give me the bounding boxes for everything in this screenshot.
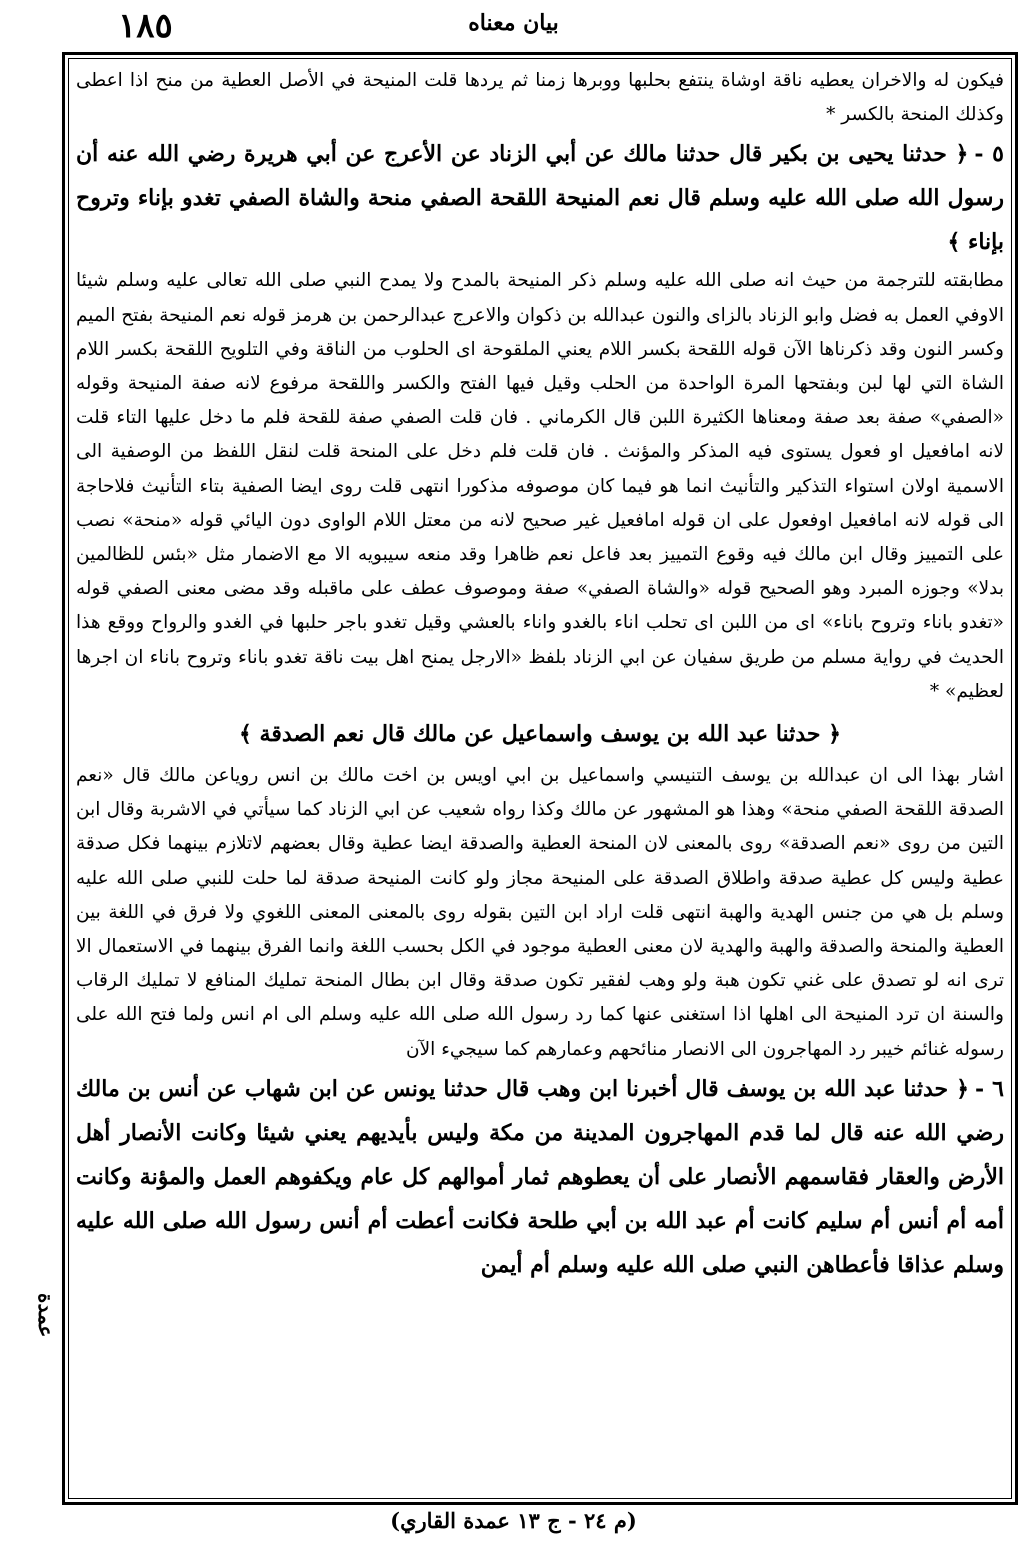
commentary-paragraph: فيكون له والاخران يعطيه ناقة اوشاة ينتفع بحلبها ووبرها زمنا ثم يردها قلت المنيحة في الأصل العطية من منح اذا اعطى وكذلك المنحة بالكسر *: [76, 70, 1004, 126]
margin-note: عمدة: [34, 1292, 58, 1338]
commentary-paragraph: مطابقته للترجمة من حيث انه صلى الله عليه وسلم ذكر المنيحة بالمدح ولا يمدح النبي صلى الله تعالى عليه وسلم شيئا الاوفي العمل به فضل وابو الزناد بالزاى والنون عبدالله بن ذكوان والاعرج عبدالرحمن بن هرمز قوله نعم المنيحة بفتح الميم وكسر النون وقد ذكرناها الآن قوله اللقحة بكسر اللام يعني الملقوحة اى الحلوب من الناقة وفي التلويح اللقحة بكسر اللام الشاة التي لها لبن وبفتحها المرة الواحدة من الحلب وقيل فيها الفتح والكسر واللقحة مرفوع لانه صفة المنيحة وقوله «الصفي» صفة بعد صفة ومعناها الكثيرة اللبن قال الكرماني . فان قلت الصفي صفة للقحة فلم ما دخل عليها التاء قلت لانه امافعيل او فعول يستوى فيه المذكر والمؤنث . فان قلت فلم دخل على المنحة قلت لنقل اللفظ من الوصفية الى الاسمية اولان استواء التذكير والتأنيث انما هو فيما كان موصوفه مذكورا انتهى قلت روى ايضا الصفية بتاء التأنيث فلاحاجة الى قوله لانه امافعيل اوفعول على ان قوله امافعيل غير صحيح لانه من معتل اللام الواوى دون اليائي قوله «منحة» نصب على التمييز وقال ابن مالك فيه وقوع التمييز بعد فاعل نعم ظاهرا وقد منعه سيبويه الا مع الاضمار مثل «بئس للظالمين بدلا» وجوزه المبرد وهو الصحيح قوله «والشاة الصفي» صفة وموصوف عطف على ماقبله وقد مضى معنى الصفي قوله «تغدو باناء وتروح باناء» اى من اللبن اى تحلب اناء بالغدو واناء بالعشي وقيل تغدو باجر حلبها في الغدو والرواح ووقع هذا الحديث في رواية مسلم من طريق سفيان عن ابي الزناد بلفظ «الارجل يمنح اهل بيت ناقة تغدو باناء وتروح باناء ان اجرها لعظيم» *: [76, 270, 1004, 702]
hadith-text: ﴿ حدثنا عبد الله بن يوسف قال أخبرنا ابن وهب قال حدثنا يونس عن ابن شهاب عن أنس بن مالك رضي الله عنه قال لما قدم المهاجرون المدينة من مكة وليس بأيديهم يعني شيئا وكانت الأنصار أهل الأرض والعقار فقاسمهم الأنصار على أن يعطوهم ثمار أموالهم كل عام ويكفوهم العمل والمؤنة وكانت أمه أم أنس أم سليم كانت أم عبد الله بن أبي طلحة فكانت أعطت أم أنس رسول الله صلى الله عليه وسلم عذاقا فأعطاهن النبي صلى الله عليه وسلم أم أيمن: [76, 1075, 1004, 1278]
commentary-paragraph: اشار بهذا الى ان عبدالله بن يوسف التنيسي واسماعيل بن ابي اويس بن اخت مالك بن انس روياعن مالك قال «نعم الصدقة اللقحة الصفي منحة» وهذا هو المشهور عن مالك وكذا رواه شعيب عن ابي الزناد كما سيأتي في الاشربة وقال ابن التين من روى «نعم الصدقة» روى بالمعنى لان المنحة العطية والصدقة ايضا عطية وقال بعضهم لاتلازم بينهما فكل صدقة عطية وليس كل عطية صدقة واطلاق الصدقة على المنيحة مجاز ولو كانت المنيحة صدقة لما حلت للنبي صلى الله عليه وسلم بل هي من جنس الهدية والهبة انتهى قلت اراد ابن التين بقوله روى بالمعنى المعنى اللغوي ولا فرق في اللغة بين العطية والمنحة والصدقة والهبة والهدية لان معنى العطية موجود في الكل بحسب اللغة وانما الفرق بينهما في الاستعمال الا ترى انه لو تصدق على غني تكون هبة ولو وهب لفقير تكون صدقة وقال ابن بطال المنحة تمليك المنافع لا تمليك الرقاب والسنة ان ترد المنيحة الى اهلها اذا استغنى عنها كما رد رسول الله صلى الله عليه وسلم الى ام انس ولما فتح الله على رسوله غنائم خيبر رد المهاجرون الى الانصار منائحهم وعمارهم كما سيجيء الآن: [76, 765, 1004, 1060]
hadith-number: ٥ -: [974, 141, 1004, 168]
page-content: [76, 64, 1004, 1494]
hadith-paragraph: [76, 132, 1004, 264]
hadith-text: ﴿ حدثنا يحيى بن بكير قال حدثنا مالك عن أبي الزناد عن الأعرج عن أبي هريرة رضي الله عنه أن رسول الله صلى الله عليه وسلم قال نعم المنيحة اللقحة الصفي منحة والشاة الصفي تغدو بإناء وتروح بإناء ﴾: [76, 141, 1004, 256]
hadith-heading: ﴿ حدثنا عبد الله بن يوسف واسماعيل عن مالك قال نعم الصدقة ﴾: [238, 721, 842, 748]
hadith-paragraph: [76, 1067, 1004, 1287]
footer-signature: (م ٢٤ - ج ١٣ عمدة القاري): [390, 1508, 637, 1533]
running-header: بيان معناه: [468, 10, 559, 36]
page-number: ١٨٥: [118, 6, 173, 46]
hadith-number: ٦ -: [975, 1075, 1004, 1102]
